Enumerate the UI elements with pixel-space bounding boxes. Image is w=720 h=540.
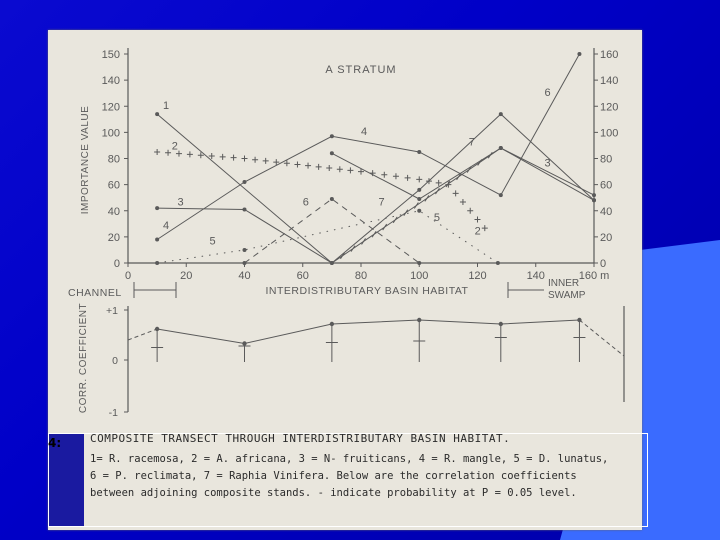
series-point-4 xyxy=(417,150,421,154)
series-point-7 xyxy=(417,197,421,201)
caption-line: 6 = P. reclimata, 7 = Raphia Vinifera. Below are the correlation coefficients xyxy=(90,470,577,482)
series-point-6 xyxy=(417,261,421,265)
series-point-1 xyxy=(155,112,159,116)
caption-line: between adjoining composite stands. - indicate probability at P = 0.05 level. xyxy=(90,487,577,499)
x-tick-label: 20 xyxy=(180,270,193,282)
corr-y-tick-label: -1 xyxy=(108,407,118,419)
series-label: 4 xyxy=(162,220,170,233)
corr-lead-out xyxy=(579,320,624,356)
y-tick-label-left: 60 xyxy=(107,179,120,192)
y-tick-label-right: 120 xyxy=(600,101,619,114)
series-marker-2 xyxy=(416,176,422,182)
series-label: 5 xyxy=(433,212,440,225)
y-tick-label-right: 20 xyxy=(600,231,613,244)
caption-title: COMPOSITE TRANSECT THROUGH INTERDISTRIBUTARY BASIN HABITAT. xyxy=(90,432,511,445)
caption-line: 1= R. racemosa, 2 = A. africana, 3 = N- fruiticans, 4 = R. mangle, 5 = D. lunatus, xyxy=(90,453,609,465)
x-tick-label: 120 xyxy=(468,270,487,282)
y-tick-label-left: 120 xyxy=(101,101,120,114)
series-hatch-3 xyxy=(383,224,387,230)
y-tick-label-left: 150 xyxy=(101,49,120,61)
x-tick-label: 0 xyxy=(124,270,132,282)
series-label: 2 xyxy=(474,225,481,238)
series-point-6 xyxy=(243,261,247,265)
series-label: 1 xyxy=(162,99,170,112)
x-axis-label: INTERDISTRIBUTARY BASIN HABITAT xyxy=(265,285,469,297)
series-marker-2 xyxy=(316,164,322,170)
y-axis-label: IMPORTANCE VALUE xyxy=(80,105,91,215)
x-tick-label: 100 xyxy=(410,270,429,282)
series-label: 6 xyxy=(544,86,551,99)
series-line-6 xyxy=(245,196,420,263)
series-label: 3 xyxy=(177,196,184,209)
series-label: 7 xyxy=(378,196,385,209)
series-marker-2 xyxy=(231,155,237,161)
series-marker-2 xyxy=(263,158,269,164)
series-point-7 xyxy=(330,151,334,155)
series-line-4 xyxy=(157,54,579,239)
chart-title: A STRATUM xyxy=(325,64,397,76)
y-tick-label-right: 160 xyxy=(600,49,619,61)
y-tick-label-left: 80 xyxy=(107,153,120,166)
series-marker-2 xyxy=(187,151,193,157)
x-tick-label: 80 xyxy=(354,270,368,282)
y-tick-label-left: 140 xyxy=(101,75,120,88)
x-tick-label: 60 xyxy=(296,270,309,282)
y-tick-label-left: 40 xyxy=(107,205,120,218)
series-hatch-3 xyxy=(414,203,418,209)
series-marker-2 xyxy=(165,150,171,156)
series-marker-2 xyxy=(220,154,226,160)
corr-line xyxy=(157,320,579,344)
series-marker-2 xyxy=(209,153,215,159)
series-hatch-3 xyxy=(362,238,366,244)
series-hatch-3 xyxy=(404,210,408,216)
y-tick-label-right: 60 xyxy=(600,179,613,192)
corr-y-tick-label: 0 xyxy=(112,355,118,367)
figure-caption xyxy=(90,430,640,502)
series-marker-2 xyxy=(337,166,343,172)
corr-lead-in xyxy=(128,329,157,340)
series-point-5 xyxy=(155,261,159,265)
region-label-swamp: SWAMP xyxy=(548,290,586,301)
series-point-4 xyxy=(155,237,159,241)
y-tick-label-right: 100 xyxy=(600,127,619,140)
y-tick-label-right: 140 xyxy=(600,75,619,88)
y-tick-label-left: 100 xyxy=(101,127,120,140)
series-point-3 xyxy=(243,207,247,211)
series-point-5 xyxy=(496,261,500,265)
y-tick-label-right: 0 xyxy=(600,258,607,270)
series-line-1 xyxy=(157,114,594,263)
series-label: 2 xyxy=(171,140,178,153)
corr-y-tick-label: +1 xyxy=(106,305,118,317)
series-marker-2 xyxy=(154,149,160,155)
series-label: 4 xyxy=(361,125,368,138)
series-point-4 xyxy=(577,52,581,56)
x-tick-label: 140 xyxy=(526,270,545,282)
x-tick-label: 160 m xyxy=(578,270,610,282)
series-point-1 xyxy=(417,188,421,192)
series-marker-2 xyxy=(305,163,311,169)
series-point-3 xyxy=(155,206,159,210)
region-label-inner: INNER xyxy=(548,278,580,289)
series-hatch-3 xyxy=(372,231,376,237)
series-point-5 xyxy=(243,248,247,252)
series-point-4 xyxy=(243,180,247,184)
series-point-1 xyxy=(499,112,503,116)
series-point-5 xyxy=(417,209,421,213)
figure-number: 4: xyxy=(48,436,62,450)
series-marker-2 xyxy=(326,165,332,171)
series-marker-2 xyxy=(405,175,411,181)
series-label: 5 xyxy=(209,235,216,248)
series-point-4 xyxy=(330,134,334,138)
series-point-7 xyxy=(499,146,503,150)
series-point-3 xyxy=(592,198,596,202)
region-label-channel: CHANNEL xyxy=(68,287,122,299)
series-marker-2 xyxy=(347,167,353,173)
y-tick-label-right: 80 xyxy=(600,153,613,166)
caption-body xyxy=(90,451,640,502)
series-line-3 xyxy=(157,148,594,263)
y-tick-label-left: 20 xyxy=(107,231,120,244)
series-line-5 xyxy=(157,211,498,263)
series-hatch-3 xyxy=(393,217,397,223)
series-hatch-3 xyxy=(425,195,429,201)
series-marker-2 xyxy=(252,157,258,163)
series-point-4 xyxy=(499,193,503,197)
series-marker-2 xyxy=(381,172,387,178)
series-point-6 xyxy=(330,197,334,201)
series-marker-2 xyxy=(393,173,399,179)
series-point-7 xyxy=(592,193,596,197)
series-label: 6 xyxy=(302,196,309,209)
series-label: 3 xyxy=(544,157,551,170)
series-marker-2 xyxy=(294,161,300,167)
series-label: 7 xyxy=(468,136,475,149)
series-marker-2 xyxy=(242,156,248,162)
y-tick-label-left: 0 xyxy=(113,258,120,270)
corr-axis-label: CORR. COEFFICIENT xyxy=(78,302,89,414)
x-tick-label: 40 xyxy=(238,270,251,282)
y-tick-label-right: 40 xyxy=(600,205,613,218)
series-line-2 xyxy=(157,152,492,237)
series-point-3 xyxy=(330,261,334,265)
